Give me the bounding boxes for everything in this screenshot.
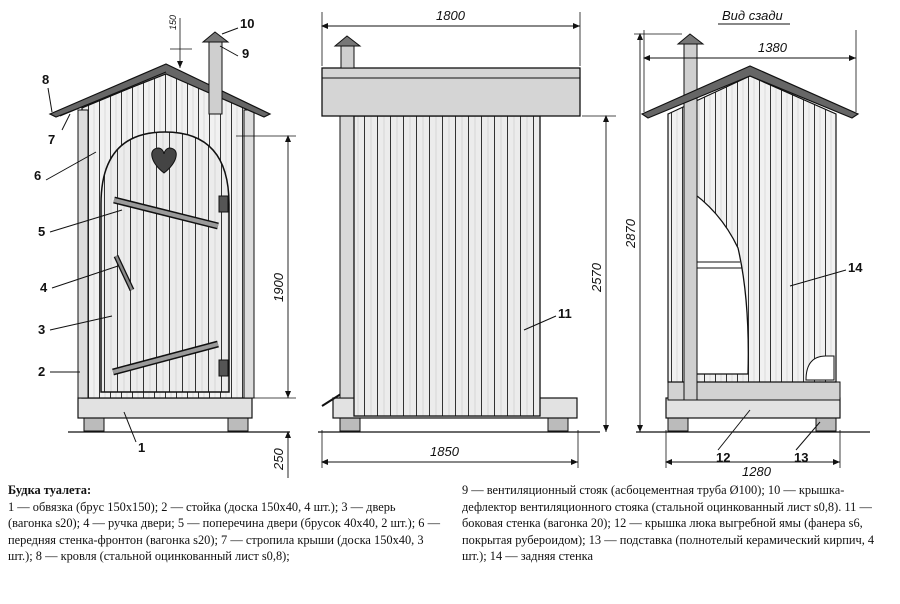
part-label-7: 7 (48, 132, 56, 147)
caption-right-text: 9 — вентиляционный стояк (асбоцементная труба Ø100); 10 — крышка-дефлектор вентиляционного стояка (стальной оцинкованный лист s0,8). 11 — боковая стенка (вагонка 20); 12 — крышка люка выгребной ямы (фанера s6, покрытая рубероидом); 13 — подставка (полнотелый керамический кирпич, 4 шт.); 14 — задняя стенка (462, 483, 875, 564)
part-label-11: 11 (558, 306, 572, 321)
part-label-2: 2 (38, 364, 46, 379)
caption-left (8, 482, 440, 565)
part-label-12: 12 (716, 450, 731, 465)
rear-view (634, 30, 870, 468)
part-label-10: 10 (240, 16, 255, 31)
part-label-5: 5 (38, 224, 46, 239)
side-view (318, 12, 616, 468)
rear-view-label: Вид сзади (722, 8, 783, 23)
dim-2870: 2870 (623, 219, 638, 248)
dim-2570: 2570 (589, 263, 604, 292)
dim-250: 250 (271, 448, 286, 470)
dim-1280: 1280 (742, 464, 771, 479)
dim-1850: 1850 (430, 444, 459, 459)
part-label-8: 8 (42, 72, 50, 87)
caption-left-text: 1 — обвязка (брус 150х150); 2 — стойка (доска 150х40, 4 шт.); 3 — дверь (вагонка s20); 4 — ручка двери; 5 — поперечина двери (брусок 40х40, 2 шт.); 6 — передняя стенка-фронтон (вагонка s20); 7 — стропила крыши (доска 150х40, 3 шт.); 8 — кровля (стальной оцинкованный лист s0,8); (8, 499, 440, 564)
part-label-3: 3 (38, 322, 46, 337)
part-label-13: 13 (794, 450, 809, 465)
caption-title: Будка туалета: (8, 483, 92, 497)
part-label-14: 14 (848, 260, 863, 275)
front-view (46, 18, 296, 478)
part-label-1: 1 (138, 440, 146, 455)
dim-150: 150 (168, 14, 178, 30)
part-label-9: 9 (242, 46, 250, 61)
part-label-6: 6 (34, 168, 42, 183)
dim-1900: 1900 (271, 273, 286, 302)
part-label-4: 4 (40, 280, 48, 295)
dim-1380: 1380 (758, 40, 787, 55)
caption-right (462, 482, 894, 565)
dim-1800: 1800 (436, 8, 465, 23)
